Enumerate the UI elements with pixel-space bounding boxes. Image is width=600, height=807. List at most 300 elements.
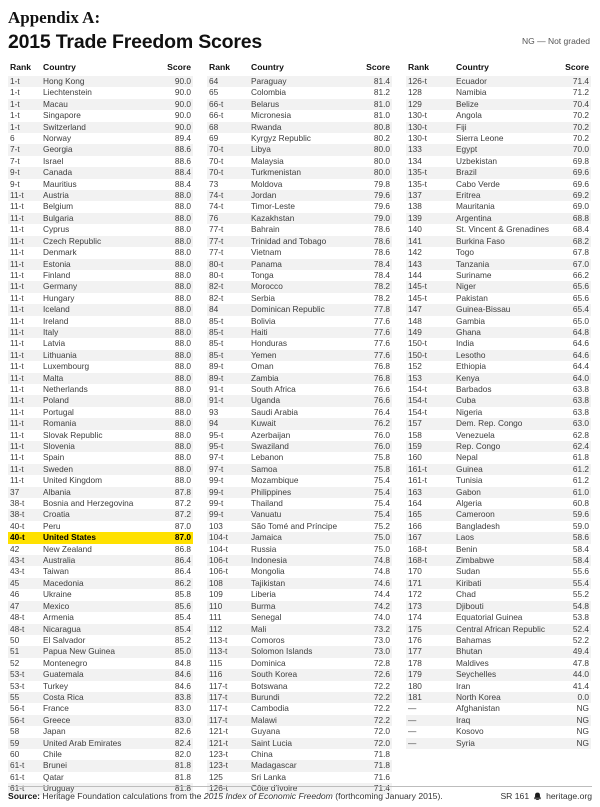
- rank-cell: 53-t: [10, 680, 25, 691]
- rank-cell: 104-t: [209, 543, 228, 554]
- table-row: [207, 475, 392, 486]
- country-cell: Equatorial Guinea: [456, 612, 523, 623]
- score-cell: 68.2: [572, 235, 589, 246]
- country-cell: Malaysia: [251, 155, 284, 166]
- rank-cell: 134: [408, 155, 422, 166]
- score-cell: 61.2: [572, 463, 589, 474]
- table-row: [207, 293, 392, 304]
- rank-cell: 77-t: [209, 235, 224, 246]
- rank-cell: 93: [209, 406, 219, 417]
- score-cell: 71.8: [373, 760, 390, 771]
- score-cell: 82.6: [174, 726, 191, 737]
- score-cell: 73.2: [373, 623, 390, 634]
- score-cell: 76.4: [373, 406, 390, 417]
- rank-cell: 48-t: [10, 612, 25, 623]
- score-cell: 77.6: [373, 326, 390, 337]
- rank-cell: 85-t: [209, 315, 224, 326]
- score-cell: 55.2: [572, 589, 589, 600]
- country-cell: Austria: [43, 190, 69, 201]
- score-cell: 54.8: [572, 600, 589, 611]
- rank-cell: 1-t: [10, 121, 20, 132]
- table-row: [406, 601, 591, 612]
- country-cell: Albania: [43, 486, 71, 497]
- table-row: [406, 635, 591, 646]
- country-cell: Kosovo: [456, 726, 484, 737]
- rank-cell: 142: [408, 247, 422, 258]
- rank-cell: 85-t: [209, 349, 224, 360]
- table-row: [207, 384, 392, 395]
- rank-cell: 117-t: [209, 714, 228, 725]
- table-row: [406, 247, 591, 258]
- country-cell: Botswana: [251, 680, 288, 691]
- table-row: [406, 509, 591, 520]
- country-cell: Swaziland: [251, 441, 289, 451]
- score-cell: 89.4: [174, 133, 191, 144]
- country-cell: Thailand: [251, 498, 283, 509]
- score-cell: 74.2: [373, 600, 390, 611]
- country-cell: Uruguay: [43, 783, 75, 794]
- country-cell: Iraq: [456, 714, 471, 725]
- not-graded-note: NG — Not graded: [521, 36, 590, 46]
- rank-cell: 167: [408, 532, 422, 543]
- table-row: [8, 122, 193, 133]
- rank-cell: 1-t: [10, 76, 20, 86]
- score-cell: NG: [576, 714, 589, 725]
- country-cell: Maldives: [456, 657, 489, 668]
- rank-cell: 58: [10, 726, 20, 737]
- score-cell: 85.6: [174, 600, 191, 611]
- rank-cell: 66-t: [209, 98, 224, 109]
- table-row: [207, 87, 392, 98]
- rank-cell: 174: [408, 612, 422, 623]
- score-cell: 88.6: [174, 144, 191, 155]
- table-row: [406, 612, 591, 623]
- score-cell: 44.0: [572, 669, 589, 680]
- rank-cell: 95-t: [209, 441, 224, 451]
- table-row: [207, 110, 392, 121]
- table-row: [8, 635, 193, 646]
- rank-cell: 161-t: [408, 475, 427, 486]
- table-row: [8, 601, 193, 612]
- country-cell: Nigeria: [456, 406, 483, 417]
- country-cell: Greece: [43, 714, 71, 725]
- country-cell: Azerbaijan: [251, 429, 291, 440]
- table-row: [8, 760, 193, 771]
- score-cell: 78.2: [373, 292, 390, 303]
- rank-cell: 56-t: [10, 703, 25, 714]
- country-cell: United Arab Emirates: [43, 737, 122, 748]
- country-cell: Sudan: [456, 566, 480, 577]
- rank-cell: 172: [408, 589, 422, 600]
- table-row: [207, 350, 392, 361]
- rank-cell: 74-t: [209, 190, 224, 201]
- table-row: [8, 110, 193, 121]
- score-cell: 74.8: [373, 555, 390, 566]
- rank-header: Rank: [10, 62, 32, 72]
- country-cell: Saint Lucia: [251, 737, 293, 748]
- score-cell: 64.4: [572, 361, 589, 372]
- country-cell: Chad: [456, 589, 476, 600]
- country-cell: Nepal: [456, 452, 478, 463]
- country-cell: Germany: [43, 281, 78, 292]
- country-cell: Zimbabwe: [456, 555, 495, 566]
- column-header-row: [207, 60, 392, 76]
- rank-cell: 11-t: [10, 326, 24, 337]
- country-cell: Jordan: [251, 190, 277, 201]
- table-row: [406, 259, 591, 270]
- country-cell: Ukraine: [43, 589, 72, 600]
- score-cell: 90.0: [174, 76, 191, 86]
- rank-cell: 157: [408, 418, 422, 429]
- score-cell: 88.0: [174, 304, 191, 315]
- score-cell: 63.0: [572, 418, 589, 429]
- rank-cell: 11-t: [10, 304, 24, 315]
- country-cell: Finland: [43, 269, 71, 280]
- country-cell: Denmark: [43, 247, 77, 258]
- table-row: [207, 122, 392, 133]
- table-row: [8, 201, 193, 212]
- rank-cell: 77-t: [209, 224, 224, 235]
- table-row: [207, 658, 392, 669]
- score-cell: 63.8: [572, 395, 589, 406]
- table-row: [8, 475, 193, 486]
- rank-cell: 113-t: [209, 646, 228, 657]
- table-row: [207, 361, 392, 372]
- table-row: [8, 167, 193, 178]
- rank-cell: 106-t: [209, 566, 228, 577]
- table-row: [207, 726, 392, 737]
- score-cell: 81.2: [373, 87, 390, 98]
- score-cell: 69.0: [572, 201, 589, 212]
- table-row: [207, 395, 392, 406]
- country-cell: Poland: [43, 395, 69, 406]
- country-cell: Taiwan: [43, 566, 69, 577]
- score-cell: 49.4: [572, 646, 589, 657]
- score-cell: 79.6: [373, 190, 390, 201]
- rank-cell: 66-t: [209, 110, 224, 121]
- rank-cell: 135-t: [408, 178, 427, 189]
- table-row: [406, 350, 591, 361]
- rank-cell: 153: [408, 372, 422, 383]
- table-row: [8, 498, 193, 509]
- score-cell: 88.0: [174, 190, 191, 201]
- score-cell: 88.0: [174, 201, 191, 212]
- country-cell: São Tomé and Príncipe: [251, 520, 338, 531]
- table-row: [8, 452, 193, 463]
- table-row: [406, 578, 591, 589]
- score-cell: 78.6: [373, 247, 390, 258]
- table-row: [207, 133, 392, 144]
- table-row: [406, 99, 591, 110]
- table-row: [207, 338, 392, 349]
- score-cell: 81.8: [174, 783, 191, 794]
- page-footer: [8, 786, 592, 801]
- table-row: [8, 293, 193, 304]
- score-cell: 72.8: [373, 657, 390, 668]
- score-column-3: [406, 60, 591, 795]
- country-cell: Solomon Islands: [251, 646, 313, 657]
- table-row: [207, 441, 392, 452]
- country-cell: Bulgaria: [43, 212, 74, 223]
- score-cell: 85.4: [174, 623, 191, 634]
- score-cell: 78.6: [373, 224, 390, 235]
- score-cell: 60.8: [572, 498, 589, 509]
- rank-cell: 11-t: [10, 190, 24, 201]
- country-cell: Moldova: [251, 178, 283, 189]
- score-cell: 75.2: [373, 520, 390, 531]
- source-label: Source:: [8, 791, 40, 801]
- table-row: [406, 658, 591, 669]
- country-cell: Honduras: [251, 338, 287, 349]
- score-cell: 84.8: [174, 657, 191, 668]
- score-cell: 71.2: [572, 87, 589, 98]
- rank-cell: 163: [408, 486, 422, 497]
- country-cell: Estonia: [43, 258, 71, 269]
- score-cell: 74.8: [373, 566, 390, 577]
- score-cell: 58.4: [572, 543, 589, 554]
- table-row: [207, 624, 392, 635]
- rank-cell: —: [408, 737, 417, 748]
- country-cell: North Korea: [456, 691, 501, 702]
- rank-cell: 11-t: [10, 452, 24, 463]
- country-cell: Trinidad and Tobago: [251, 235, 327, 246]
- table-row: [406, 338, 591, 349]
- score-cell: 88.0: [174, 452, 191, 463]
- column-rows: [207, 76, 392, 795]
- table-row: [8, 544, 193, 555]
- table-row: [8, 464, 193, 475]
- score-cell: 65.0: [572, 315, 589, 326]
- country-cell: Nicaragua: [43, 623, 81, 634]
- score-cell: 90.0: [174, 98, 191, 109]
- country-cell: Samoa: [251, 463, 278, 474]
- country-cell: Sri Lanka: [251, 771, 287, 782]
- source-text: Heritage Foundation calculations from the: [40, 791, 204, 801]
- table-row: [8, 681, 193, 692]
- table-row: [207, 521, 392, 532]
- rank-cell: 60: [10, 748, 20, 759]
- country-cell: Fiji: [456, 121, 467, 132]
- rank-cell: 11-t: [10, 235, 24, 246]
- table-row: [8, 772, 193, 783]
- rank-cell: 159: [408, 441, 422, 451]
- rank-cell: 40-t: [10, 532, 25, 543]
- rank-cell: 89-t: [209, 361, 224, 372]
- country-cell: Ethiopia: [456, 361, 486, 372]
- rank-cell: 11-t: [10, 463, 24, 474]
- scores-table: [8, 60, 592, 795]
- table-row: [207, 418, 392, 429]
- country-cell: Tonga: [251, 269, 274, 280]
- country-cell: Côte d'Ivoire: [251, 783, 298, 794]
- score-cell: 76.6: [373, 383, 390, 394]
- table-row: [8, 281, 193, 292]
- table-row: [207, 532, 392, 543]
- country-cell: Barbados: [456, 383, 492, 394]
- country-cell: Paraguay: [251, 76, 287, 86]
- table-row: [8, 213, 193, 224]
- score-cell: 88.0: [174, 441, 191, 451]
- rank-cell: 48-t: [10, 623, 25, 634]
- score-cell: 75.4: [373, 486, 390, 497]
- footer-branding: [500, 791, 592, 801]
- table-row: [8, 76, 193, 87]
- table-row: [406, 464, 591, 475]
- table-row: [406, 361, 591, 372]
- score-header: Score: [565, 62, 589, 72]
- table-row: [207, 760, 392, 771]
- table-row: [8, 509, 193, 520]
- rank-cell: 121-t: [209, 737, 228, 748]
- rank-cell: 11-t: [10, 224, 24, 235]
- country-cell: Colombia: [251, 87, 287, 98]
- score-cell: 77.6: [373, 338, 390, 349]
- score-cell: 81.4: [373, 76, 390, 86]
- score-cell: 75.0: [373, 543, 390, 554]
- country-cell: Qatar: [43, 771, 64, 782]
- table-row: [8, 190, 193, 201]
- score-cell: 65.6: [572, 281, 589, 292]
- table-row: [8, 612, 193, 623]
- score-cell: 81.8: [174, 760, 191, 771]
- score-cell: 64.6: [572, 338, 589, 349]
- country-cell: Burma: [251, 600, 276, 611]
- score-header: Score: [366, 62, 390, 72]
- score-cell: 75.8: [373, 452, 390, 463]
- country-cell: Malawi: [251, 714, 277, 725]
- rank-cell: 80-t: [209, 258, 224, 269]
- score-cell: 59.6: [572, 509, 589, 520]
- rank-cell: 176: [408, 634, 422, 645]
- rank-cell: 135-t: [408, 167, 427, 178]
- table-row: [8, 350, 193, 361]
- country-cell: Liberia: [251, 589, 276, 600]
- score-cell: 77.8: [373, 304, 390, 315]
- rank-cell: 113-t: [209, 634, 228, 645]
- table-row: [8, 259, 193, 270]
- rank-cell: 108: [209, 577, 223, 588]
- table-row: [207, 156, 392, 167]
- rank-cell: 139: [408, 212, 422, 223]
- score-cell: 80.0: [373, 155, 390, 166]
- score-cell: 71.4: [572, 76, 589, 86]
- score-cell: 58.6: [572, 532, 589, 543]
- country-cell: Canada: [43, 167, 73, 178]
- country-cell: Singapore: [43, 110, 81, 121]
- score-cell: 52.4: [572, 623, 589, 634]
- table-row: [406, 373, 591, 384]
- rank-cell: 45: [10, 577, 20, 588]
- rank-cell: 130-t: [408, 121, 427, 132]
- score-cell: 80.2: [373, 133, 390, 144]
- country-cell: Liechtenstein: [43, 87, 92, 98]
- country-cell: United Kingdom: [43, 475, 103, 486]
- rank-cell: 168-t: [408, 543, 427, 554]
- table-row: [207, 772, 392, 783]
- table-row: [207, 316, 392, 327]
- country-cell: Tanzania: [456, 258, 490, 269]
- rank-cell: 116: [209, 669, 223, 680]
- table-row: [406, 110, 591, 121]
- rank-cell: 160: [408, 452, 422, 463]
- score-cell: 85.2: [174, 634, 191, 645]
- rank-cell: 11-t: [10, 441, 24, 451]
- country-cell: Seychelles: [456, 669, 497, 680]
- score-cell: 79.6: [373, 201, 390, 212]
- country-cell: Bosnia and Herzegovina: [43, 498, 134, 509]
- rank-cell: 99-t: [209, 475, 224, 486]
- table-row: [8, 133, 193, 144]
- table-row: [406, 304, 591, 315]
- score-cell: 82.4: [174, 737, 191, 748]
- score-cell: 88.0: [174, 361, 191, 372]
- score-cell: 41.4: [572, 680, 589, 691]
- country-cell: Australia: [43, 555, 76, 566]
- country-cell: Burkina Faso: [456, 235, 505, 246]
- country-cell: Papua New Guinea: [43, 646, 115, 657]
- table-row: [8, 395, 193, 406]
- table-row: [8, 441, 193, 452]
- country-cell: Madagascar: [251, 760, 297, 771]
- rank-cell: 148: [408, 315, 422, 326]
- rank-cell: 126-t: [209, 783, 228, 794]
- score-cell: 88.0: [174, 258, 191, 269]
- score-cell: 72.2: [373, 703, 390, 714]
- rank-cell: 91-t: [209, 395, 224, 406]
- score-cell: 80.0: [373, 144, 390, 155]
- score-cell: 55.6: [572, 566, 589, 577]
- rank-cell: 69: [209, 133, 219, 144]
- rank-cell: 64: [209, 76, 219, 86]
- table-row: [406, 87, 591, 98]
- country-cell: Rwanda: [251, 121, 282, 132]
- score-cell: 70.2: [572, 110, 589, 121]
- country-cell: Bahamas: [456, 634, 492, 645]
- country-cell: Djibouti: [456, 600, 484, 611]
- country-cell: Sierra Leone: [456, 133, 504, 144]
- table-row: [406, 441, 591, 452]
- country-cell: Czech Republic: [43, 235, 102, 246]
- country-cell: Ireland: [43, 315, 69, 326]
- country-cell: Uzbekistan: [456, 155, 498, 166]
- table-row: [207, 224, 392, 235]
- score-cell: 61.0: [572, 486, 589, 497]
- score-cell: 76.8: [373, 372, 390, 383]
- score-cell: 87.0: [174, 520, 191, 531]
- table-row: [8, 316, 193, 327]
- country-cell: China: [251, 748, 273, 759]
- country-cell: Mauritania: [456, 201, 495, 212]
- rank-cell: 165: [408, 509, 422, 520]
- table-row: [8, 247, 193, 258]
- country-cell: Angola: [456, 110, 482, 121]
- table-row: [406, 395, 591, 406]
- country-cell: Lebanon: [251, 452, 284, 463]
- rank-cell: 126-t: [408, 76, 427, 86]
- table-row: [8, 703, 193, 714]
- rank-cell: 117-t: [209, 691, 228, 702]
- table-row: [207, 167, 392, 178]
- table-row: [207, 681, 392, 692]
- score-cell: 90.0: [174, 110, 191, 121]
- country-cell: Brazil: [456, 167, 477, 178]
- table-row: [8, 407, 193, 418]
- rank-cell: 89-t: [209, 372, 224, 383]
- country-cell: Gambia: [456, 315, 486, 326]
- country-cell: Saudi Arabia: [251, 406, 299, 417]
- rank-cell: 99-t: [209, 486, 224, 497]
- score-cell: 88.0: [174, 315, 191, 326]
